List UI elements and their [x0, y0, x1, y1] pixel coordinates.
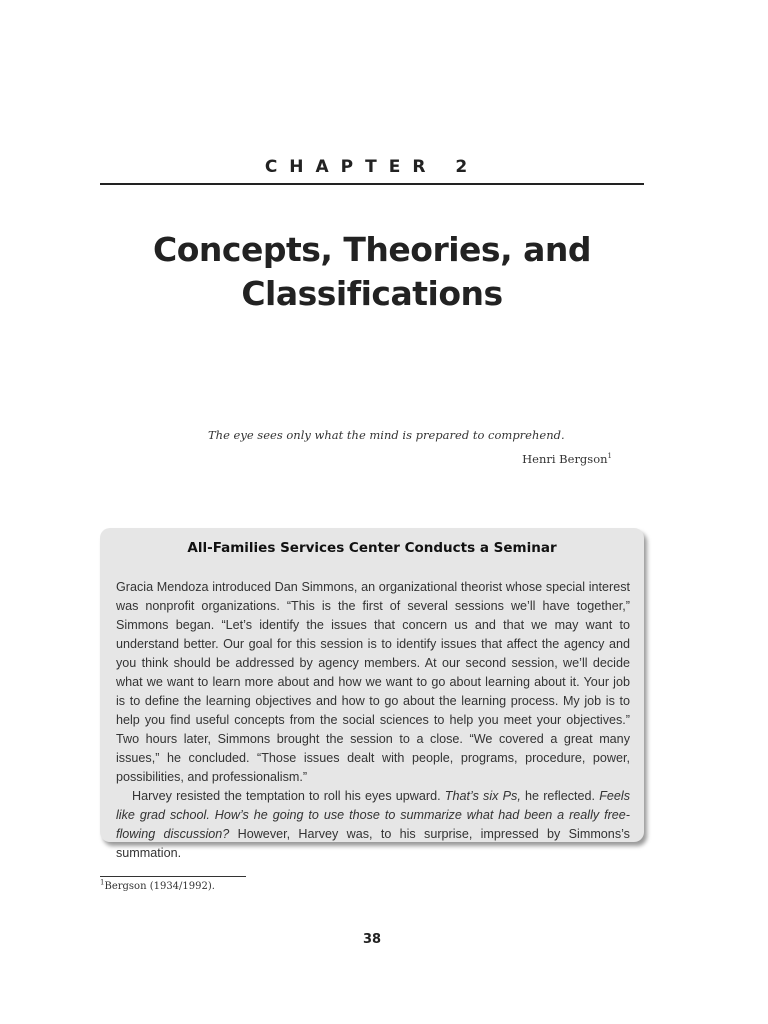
- chapter-label: CHAPTER 2: [264, 157, 480, 177]
- case-study-box: [100, 528, 644, 860]
- paragraph-2-mid: he reflected.: [520, 789, 600, 803]
- footnote-marker: 1: [100, 878, 105, 887]
- epigraph-author: [522, 452, 612, 466]
- page-number: 38: [362, 932, 382, 947]
- paragraph-2-italic-2: Feels like grad school. How’s he going to use those to summarize what had been a really free-flowing discussion?: [116, 789, 630, 841]
- chapter-title-line-1: Concepts, Theories, and: [153, 230, 591, 269]
- case-study-body: [116, 578, 630, 863]
- footnote-text: Bergson (1934/1992).: [104, 881, 215, 892]
- footnote-divider: [100, 876, 246, 877]
- epigraph-quote: The eye sees only what the mind is prepared to comprehend.: [208, 428, 565, 442]
- chapter-divider: [100, 183, 644, 185]
- epigraph-author-name: Henri Bergson: [522, 452, 608, 466]
- case-study-paragraph-2: [116, 787, 630, 863]
- chapter-title: [120, 228, 624, 316]
- paragraph-2-start: Harvey resisted the temptation to roll his eyes upward.: [132, 789, 445, 803]
- epigraph-footnote-marker: 1: [607, 452, 612, 461]
- paragraph-2-italic-1: That’s six Ps,: [444, 789, 521, 803]
- chapter-title-line-2: Classifications: [241, 274, 503, 313]
- case-study-paragraph-1: Gracia Mendoza introduced Dan Simmons, an organizational theorist whose special interest was nonprofit organizations. “This is the first of several sessions we’ll have together,” Simmons began. “Let’s identify the issues that concern us and that we may want to understand better. Our goal for this session is to identify issues that affect the agency and you think should be addressed by agency members. At our second session, we’ll decide what we want to learn more about and how we want to go about learning about it. Your job is to define the learning objectives and how to go about the learning process. My job is to help you find useful concepts from the social sciences to help you meet your objectives.” Two hours later, Simmons brought the session to a close. “We covered a great many issues,” he concluded. “Those issues dealt with people, programs, procedure, power, possibilities, and professionalism.”: [116, 580, 630, 784]
- paragraph-2-end: However, Harvey was, to his surprise, impressed by Simmons’s summation.: [116, 827, 630, 860]
- footnote: [100, 878, 215, 892]
- case-study-title: All-Families Services Center Conducts a Seminar: [187, 540, 557, 556]
